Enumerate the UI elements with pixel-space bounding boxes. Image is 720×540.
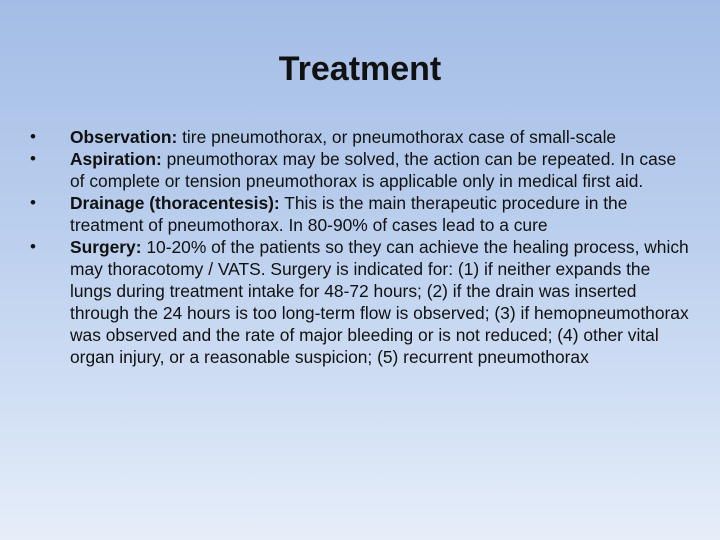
bullet-term: Surgery: <box>70 237 142 257</box>
bullet-icon: • <box>30 149 36 168</box>
bullet-icon: • <box>30 237 36 256</box>
bullet-item-observation <box>30 126 690 148</box>
bullet-item-aspiration <box>30 148 690 192</box>
bullet-item-drainage <box>30 192 690 236</box>
bullet-icon: • <box>30 193 36 212</box>
bullet-item-surgery <box>30 236 690 368</box>
bullet-text: This is the main therapeutic procedure in the treatment of pneumothorax. In 80-90% of cases lead to a cure <box>70 193 628 235</box>
slide-title: Treatment <box>278 50 442 88</box>
bullet-icon: • <box>30 127 36 146</box>
bullet-term: Aspiration: <box>70 149 162 169</box>
bullet-list <box>30 126 690 368</box>
bullet-term: Observation: <box>70 127 178 147</box>
bullet-term: Drainage (thoracentesis): <box>70 193 280 213</box>
bullet-text: 10-20% of the patients so they can achieve the healing process, which may thoracotomy / VATS. Surgery is indicated for: (1) if neither expands the lungs during treatment intake for 48-72 hours; (2) if the drain was inserted through the 24 hours is too long-term flow is observed; (3) if hemopneumothorax was observed and the rate of major bleeding or is not reduced; (4) other vital organ injury, or a reasonable suspicion; (5) recurrent pneumothorax <box>70 237 689 367</box>
bullet-text: tire pneumothorax, or pneumothorax case of small-scale <box>177 127 617 147</box>
bullet-text: pneumothorax may be solved, the action can be repeated. In case of complete or tension pneumothorax is applicable only in medical first aid. <box>70 149 677 191</box>
